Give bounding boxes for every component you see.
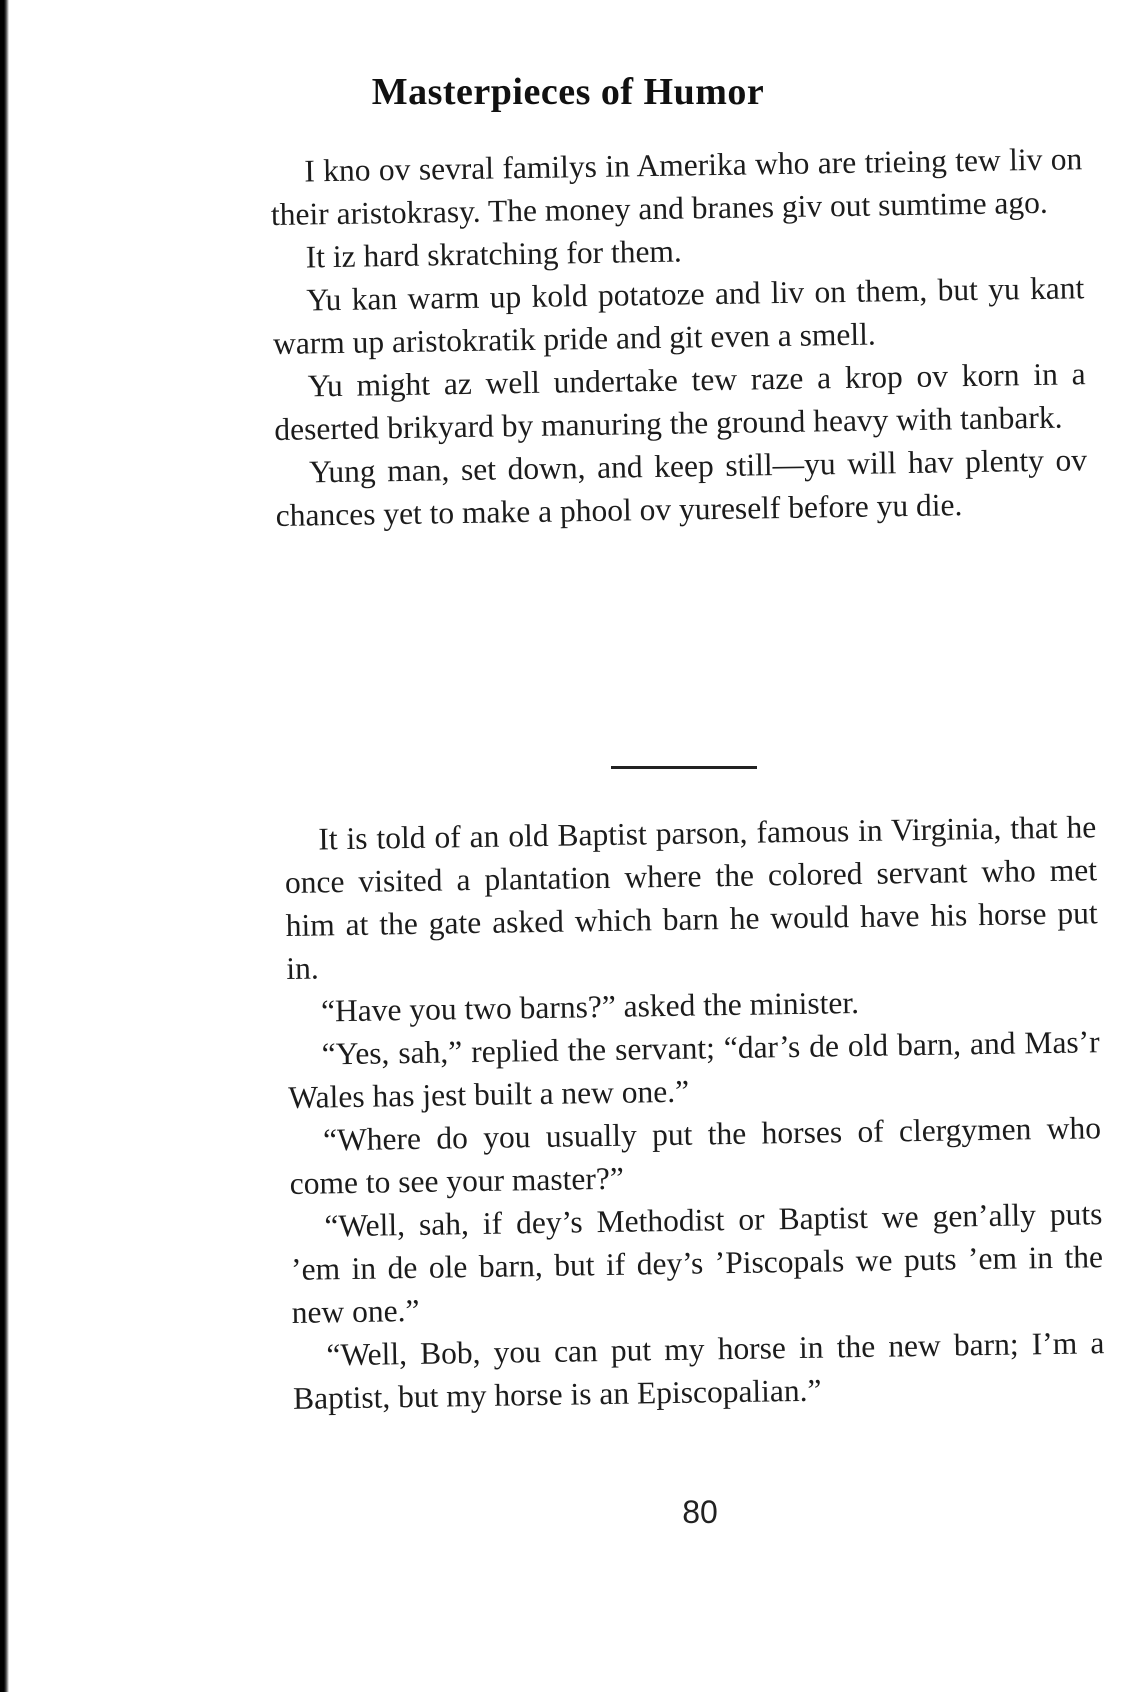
paragraph: Yu might az well undertake tew raze a krop ov korn in a deserted brikyard by manuring the ground heavy with tanbark. [274, 356, 1086, 447]
paragraph: I kno ov sevral familys in Amerika who are trieing tew liv on their aristokrasy. The money and branes giv out sumtime ago. [270, 141, 1083, 232]
paragraph: Yung man, set down, and keep still—yu will hav plenty ov chances yet to make a phool ov yureself before yu die. [275, 442, 1088, 533]
page-number: 80 [682, 1494, 718, 1530]
text-block-aristocracy [270, 137, 1088, 537]
paragraph: It is told of an old Baptist parson, famous in Virginia, that he once visited a plantation where the colored servant who met him at the gate asked which barn he would have his horse put in. [284, 809, 1098, 986]
paragraph: “Have you two barns?” asked the minister. [320, 984, 860, 1029]
paragraph: “Yes, sah,” replied the servant; “dar’s de old barn, and Mas’r Wales has jest built a new one.” [288, 1024, 1100, 1115]
paragraph: “Where do you usually put the horses of clergymen who come to see your master?” [289, 1110, 1102, 1201]
paragraph: “Well, Bob, you can put my horse in the new barn; I’m a Baptist, but my horse is an Episcopalian.” [292, 1325, 1105, 1416]
section-divider [611, 766, 757, 769]
paragraph: It iz hard skratching for them. [305, 233, 683, 275]
paragraph: “Well, sah, if dey’s Methodist or Baptist we gen’ally puts ’em in de ole barn, but if dey’s ’Piscopals we puts ’em in the new one.” [290, 1196, 1104, 1330]
paragraph: Yu kan warm up kold potatoze and liv on them, but yu kant warm up aristokratik pride and git even a smell. [272, 270, 1085, 361]
running-header: Masterpieces of Humor [371, 71, 765, 113]
page-binding-edge [0, 0, 9, 1692]
text-block-baptist-parson [284, 805, 1105, 1420]
